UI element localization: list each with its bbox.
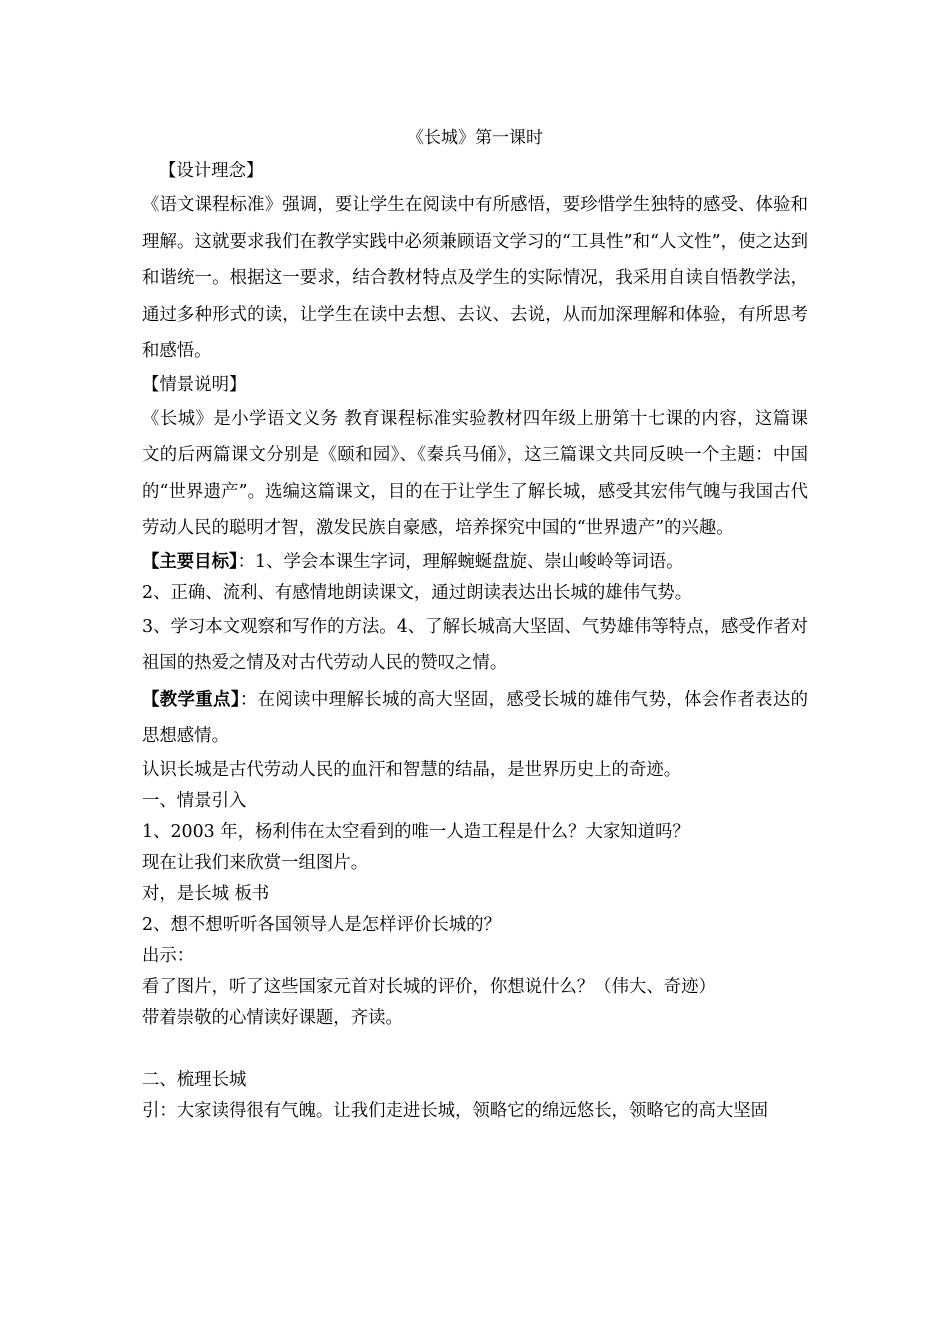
focus-label: 【教学重点】: [142, 689, 240, 710]
section-1-line-6: 看了图片，听了这些国家元首对长城的评价，你想说什么？（伟大、奇迹）: [142, 976, 716, 997]
design-heading: 【设计理念】: [159, 161, 264, 181]
section-1-line-3: 对，是长城 板书: [142, 883, 270, 904]
document-title: 《长城》第一课时: [407, 128, 543, 148]
goal-line-1: [142, 547, 808, 578]
design-paragraph: 《语文课程标准》强调，要让学生在阅读中有所感悟，要珍惜学生独特的感受、体验和理解。这就要求我们在教学实践中必须兼顾语文学习的“工具性”和“人文性”，使之达到和谐统一。根据这一要求，结合教材特点及学生的实际情况，我采用自读自悟教学法，通过多种形式的读，让学生在读中去想、去议、去说，从而加深理解和体验，有所思考和感悟。: [142, 195, 808, 361]
section-1-show: 出示：: [142, 945, 195, 966]
section-1-line-2: 现在让我们来欣赏一组图片。: [142, 852, 369, 873]
goal-3-4: 3、学习本文观察和写作的方法。4、了解长城高大坚固、气势雄伟等特点，感受作者对祖国的热爱之情及对古代劳动人民的赞叹之情。: [142, 616, 808, 673]
scene-heading: 【情景说明】: [142, 374, 247, 395]
goal-1: ：1、学会本课生字词，理解蜿蜒盘旋、崇山峻岭等词语。: [237, 551, 684, 572]
section-2-heading: 二、梳理长城: [142, 1069, 247, 1090]
section-1-heading: 一、情景引入: [142, 790, 247, 811]
goal-label: 【主要目标】: [142, 551, 238, 572]
section-1-question-1: 1、2003 年，杨利伟在太空看到的唯一人造工程是什么？大家知道吗？: [142, 821, 690, 842]
section-1-question-2: 2、想不想听听各国领导人是怎样评价长城的？: [142, 914, 501, 935]
difficulty-line: 认识长城是古代劳动人民的血汗和智慧的结晶，是世界历史上的奇迹。: [142, 759, 682, 780]
scene-paragraph: 《长城》是小学语文义务 教育课程标准实验教材四年级上册第十七课的内容，这篇课文的后两篇课文分别是《颐和园》、《秦兵马俑》，这三篇课文共同反映一个主题：中国的“世界遗产”。选编这篇课文，目的在于让学生了解长城，感受其宏伟气魄与我国古代劳动人民的聪明才智，激发民族自豪感，培养探究中国的“世界遗产”的兴趣。: [142, 408, 808, 538]
section-1-line-7: 带着崇敬的心情读好课题，齐读。: [142, 1007, 403, 1028]
blank-line: [142, 1034, 808, 1065]
section-2-intro: 引：大家读得很有气魄。让我们走进长城，领略它的绵远悠长，领略它的高大坚固: [142, 1100, 769, 1121]
focus-paragraph: [142, 682, 808, 755]
goal-2: 2、正确、流利、有感情地朗读课文，通过朗读表达出长城的雄伟气势。: [142, 582, 693, 603]
document-body: [142, 156, 808, 1127]
focus-body: ：在阅读中理解长城的高大坚固，感受长城的雄伟气势，体会作者表达的思想感情。: [142, 689, 808, 746]
